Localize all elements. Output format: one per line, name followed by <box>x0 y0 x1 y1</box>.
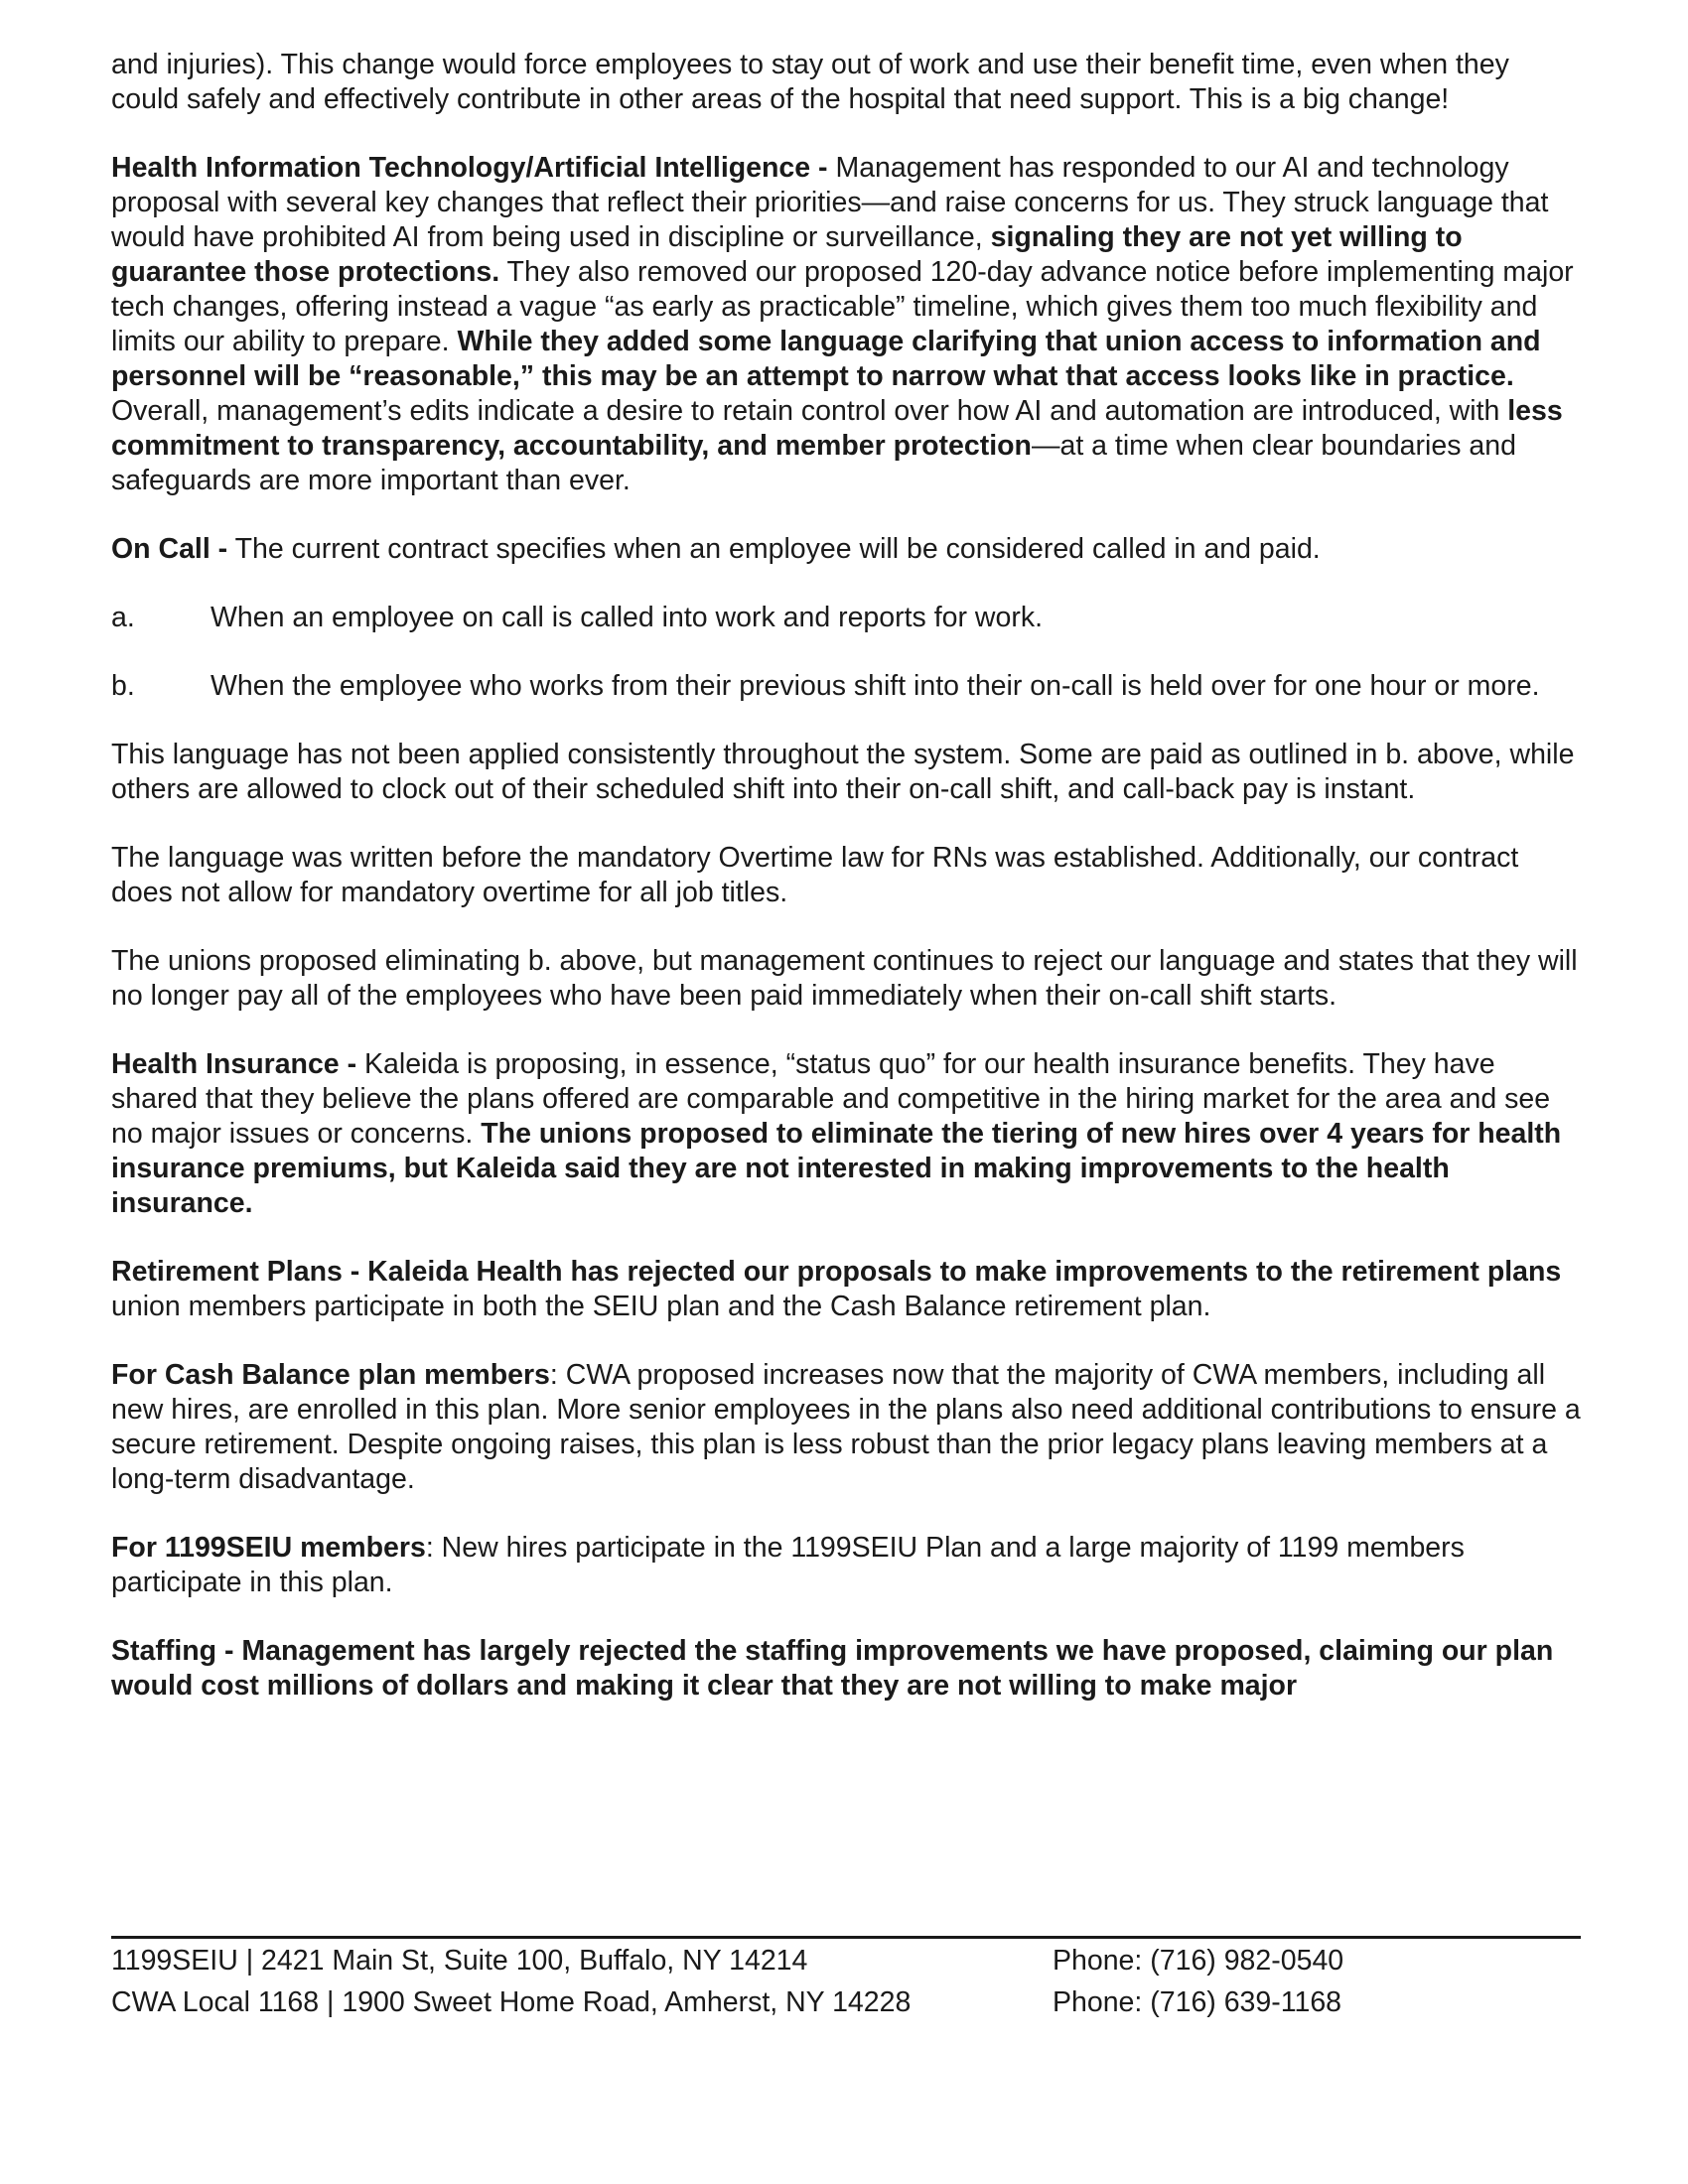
ai-section <box>111 151 1581 498</box>
on-call-item-b <box>111 669 1581 704</box>
item-a-text: When an employee on call is called into work and reports for work. <box>211 602 1043 633</box>
health-insurance-bold: The unions proposed to eliminate the tiering of new hires over 4 years for health insurance premiums, but Kaleida said they are not interested in making improvements to the health insurance. <box>111 1118 1562 1219</box>
ai-text-3: Overall, management’s edits indicate a desire to retain control over how AI and automation are introduced, with <box>111 395 1508 427</box>
on-call-item-a <box>111 601 1581 635</box>
on-call-paragraph-2 <box>111 841 1581 910</box>
cwa-phone: Phone: (716) 639-1168 <box>1053 1986 1342 2018</box>
on-call-para-1-text: This language has not been applied consistently throughout the system. Some are paid as outlined in b. above, while others are allowed to clock out of their scheduled shift into their on-call shift, and call-back pay is instant. <box>111 739 1575 805</box>
item-b-text: When the employee who works from their previous shift into their on-call is held over for one hour or more. <box>211 670 1540 702</box>
footer <box>111 1940 1581 2023</box>
on-call-heading: On Call - <box>111 533 228 565</box>
seiu-members-text: : New hires participate in the 1199SEIU Plan and a large majority of 1199 members participate in this plan. <box>111 1532 1465 1598</box>
seiu-phone: Phone: (716) 982-0540 <box>1053 1945 1344 1977</box>
retirement-bold: Kaleida Health has rejected our proposals to make improvements to the retirement plans <box>359 1256 1562 1288</box>
seiu-members-section <box>111 1531 1581 1600</box>
intro-paragraph <box>111 48 1581 117</box>
intro-text: and injuries). This change would force employees to stay out of work and use their benefit time, even when they could safely and effectively contribute in other areas of the hospital that need support. This is a big change! <box>111 49 1509 115</box>
health-insurance-text: Kaleida is proposing, in essence, “status quo” for our health insurance benefits. They have shared that they believe the plans offered are comparable and competitive in the hiring market for the area and see no major issues or concerns. <box>111 1048 1551 1150</box>
ai-heading: Health Information Technology/Artificial Intelligence - <box>111 152 828 184</box>
on-call-paragraph-1 <box>111 738 1581 807</box>
ai-text-1: Management has responded to our AI and technology proposal with several key changes that reflect their priorities—and raise concerns for us. They struck language that would have prohibited AI from being used in discipline or surveillance, <box>111 152 1549 253</box>
ai-bold-3: less commitment to transparency, accountability, and member protection <box>111 395 1563 462</box>
footer-row-cwa <box>111 1981 1581 2023</box>
on-call-paragraph-3 <box>111 944 1581 1014</box>
on-call-section <box>111 532 1581 567</box>
cash-balance-text: : CWA proposed increases now that the majority of CWA members, including all new hires, are enrolled in this plan. More senior employees in the plans also need additional contributions to ensure a secure retirement. Despite ongoing raises, this plan is less robust than the prior legacy plans leaving members at a long-term disadvantage. <box>111 1359 1581 1495</box>
cwa-address: CWA Local 1168 | 1900 Sweet Home Road, Amherst, NY 14228 <box>111 1986 912 2018</box>
ai-text-2: They also removed our proposed 120-day advance notice before implementing major tech changes, offering instead a vague “as early as practicable” timeline, which gives them too much flexibility and limits our ability to prepare. <box>111 256 1574 357</box>
health-insurance-heading: Health Insurance - <box>111 1048 357 1080</box>
item-b-label: b. <box>111 670 135 702</box>
retirement-heading: Retirement Plans - <box>111 1256 360 1288</box>
retirement-section <box>111 1255 1581 1324</box>
on-call-para-3-text: The unions proposed eliminating b. above, but management continues to reject our language and states that they will no longer pay all of the employees who have been paid immediately when their on-call shift starts. <box>111 945 1578 1012</box>
cash-balance-heading: For Cash Balance plan members <box>111 1359 550 1391</box>
ai-text-4: —at a time when clear boundaries and safeguards are more important than ever. <box>111 430 1516 496</box>
cash-balance-section <box>111 1358 1581 1497</box>
ai-bold-1: signaling they are not yet willing to guarantee those protections. <box>111 221 1463 288</box>
staffing-section <box>111 1634 1581 1704</box>
on-call-text: The current contract specifies when an employee will be considered called in and paid. <box>227 533 1321 565</box>
staffing-bold: Management has largely rejected the staffing improvements we have proposed, claiming our plan would cost millions of dollars and making it clear that they are not willing to make major <box>111 1635 1554 1702</box>
ai-bold-2: While they added some language clarifying that union access to information and personnel will be “reasonable,” this may be an attempt to narrow what that access looks like in practice. <box>111 326 1541 392</box>
on-call-para-2-text: The language was written before the mandatory Overtime law for RNs was established. Additionally, our contract does not allow for mandatory overtime for all job titles. <box>111 842 1519 908</box>
footer-divider <box>111 1936 1581 1939</box>
item-a-label: a. <box>111 602 135 633</box>
document-body <box>111 48 1581 1737</box>
seiu-members-heading: For 1199SEIU members <box>111 1532 426 1564</box>
seiu-address: 1199SEIU | 2421 Main St, Suite 100, Buffalo, NY 14214 <box>111 1945 808 1977</box>
staffing-heading: Staffing - <box>111 1635 234 1667</box>
retirement-text: union members participate in both the SEIU plan and the Cash Balance retirement plan. <box>111 1291 1211 1322</box>
health-insurance-section <box>111 1047 1581 1221</box>
footer-row-seiu <box>111 1940 1581 1981</box>
